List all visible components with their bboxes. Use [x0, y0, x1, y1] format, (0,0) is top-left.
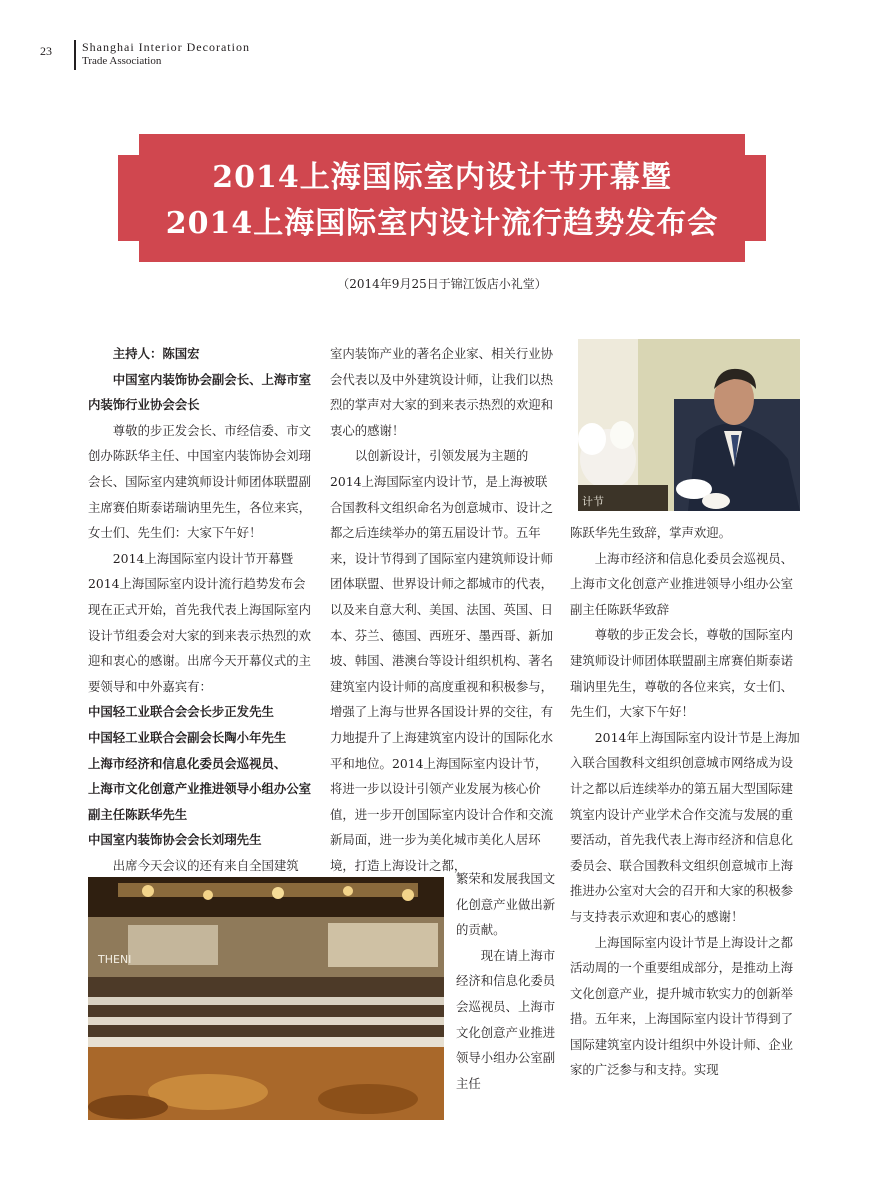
paragraph: 室内装饰产业的著名企业家、相关行业协会代表以及中外建筑设计师，让我们以热烈的掌声对大家的到来表示热烈的欢迎和衷心的感谢！: [330, 346, 554, 438]
guest-line: 中国室内装饰协会会长刘珝先生: [88, 832, 262, 848]
page-number: 23: [40, 44, 52, 58]
paragraph: 2014上海国际室内设计节开幕暨2014上海国际室内设计流行趋势发布会现在正式开始，首先我代表上海国际室内设计节组委会对大家的到来表示热烈的欢迎和衷心的感谢。出席今天开幕仪式的主要领导和中外嘉宾有：: [88, 550, 312, 694]
event-date-venue: （2014年9月25日于锦江饭店小礼堂）: [337, 277, 547, 291]
title-line-1: 2014上海国际室内设计节开幕暨: [212, 160, 672, 195]
speaker-photo: [578, 339, 800, 511]
paragraph: 以创新设计，引领发展为主题的2014上海国际室内设计节，是上海被联合国教科文组织命名为创意城市、设计之都之后连续举办的第五届设计节。五年来，设计节得到了国际室内建筑师设计师团体联盟、世界设计师之都城市的代表，以及来自意大利、美国、法国、英国、日本、芬兰、德国、西班牙、墨西哥、新加坡、韩国、港澳台等设计组织机构、著名建筑室内设计师的高度重视和积极参与，增强了上海与世界各国设计界的交往，有力地提升了上海建筑室内设计的国际化水平和地位。2014上海国际室内设计节，将进一步以设计引领产业发展为核心价值，进一步开创国际室内设计合作和交流新局面，进一步为美化城市美化人居环境，打造上海设计之都，: [330, 448, 554, 873]
paragraph: 上海国际室内设计节是上海设计之都活动周的一个重要组成部分，是推动上海文化创意产业，提升城市软实力的创新举措。五年来，上海国际室内设计节得到了国际建筑室内设计组织中外设计师、企业家的广泛参与和支持。实现: [570, 934, 794, 1078]
article-column-1: [88, 341, 316, 878]
article-column-2-narrow: [456, 866, 558, 1096]
hall-sign-text: THENI: [98, 953, 132, 966]
host-title: 中国室内装饰协会副会长、上海市室内装饰行业协会会长: [88, 371, 312, 413]
paragraph: 现在请上海市经济和信息化委员会巡视员、上海市文化创意产业推进领导小组办公室副主任: [456, 947, 556, 1091]
guest-line: 上海市文化创意产业推进领导小组办公室副主任陈跃华先生: [88, 781, 312, 822]
paragraph: 尊敬的步正发会长、市经信委、市文创办陈跃华主任、中国室内装饰协会刘珝会长、国际室内建筑师设计师团体联盟副主席赛伯斯泰诺瑞讷里先生，各位来宾，女士们、先生们：大家下午好！: [88, 422, 312, 541]
guest-line: 中国轻工业联合会副会长陶小年先生: [88, 729, 287, 745]
association-name-line1: Shanghai Interior Decoration: [82, 40, 250, 54]
paragraph: 尊敬的步正发会长，尊敬的国际室内建筑师设计师团体联盟副主席赛伯斯泰诺瑞讷里先生，尊敬的各位来宾，女士们、先生们，大家下午好！: [570, 627, 794, 720]
paragraph: 繁荣和发展我国文化创意产业做出新的贡献。: [456, 871, 556, 938]
article-column-2: [330, 341, 558, 878]
title-banner: [118, 134, 766, 262]
speaker-title: 上海市经济和信息化委员会巡视员、上海市文化创意产业推进领导小组办公室副主任陈跃华致辞: [570, 550, 794, 617]
guest-line: 中国轻工业联合会会长步正发先生: [88, 704, 274, 720]
header-divider: [74, 40, 76, 70]
podium-sign-text: 计节: [582, 495, 604, 508]
guest-line: 上海市经济和信息化委员会巡视员、: [88, 755, 287, 771]
association-name-line2: Trade Association: [82, 55, 162, 67]
conference-hall-illustration: [88, 877, 444, 1120]
banner-corner-notch: [745, 241, 767, 263]
speaker-photo-illustration: [578, 339, 800, 511]
host-line: 主持人：陈国宏: [112, 346, 200, 361]
paragraph: 2014年上海国际室内设计节是上海加入联合国教科文组织创意城市网络成为设计之都以后连续举办的第五届大型国际建筑室内设计产业学术合作交流与发展的重要活动，首先我代表上海市经济和信息化委员会、联合国教科文组织创意城市上海推进办公室对大会的召开和大家的积极参与支持表示欢迎和衷心的感谢！: [570, 729, 800, 924]
paragraph: 出席今天会议的还有来自全国建筑: [112, 857, 299, 873]
banner-corner-notch: [117, 241, 139, 263]
article-column-3: [570, 520, 800, 1083]
title-line-2: 2014上海国际室内设计流行趋势发布会: [165, 206, 719, 241]
conference-hall-photo: [88, 877, 444, 1120]
photo-caption: 陈跃华先生致辞，掌声欢迎。: [570, 525, 732, 540]
